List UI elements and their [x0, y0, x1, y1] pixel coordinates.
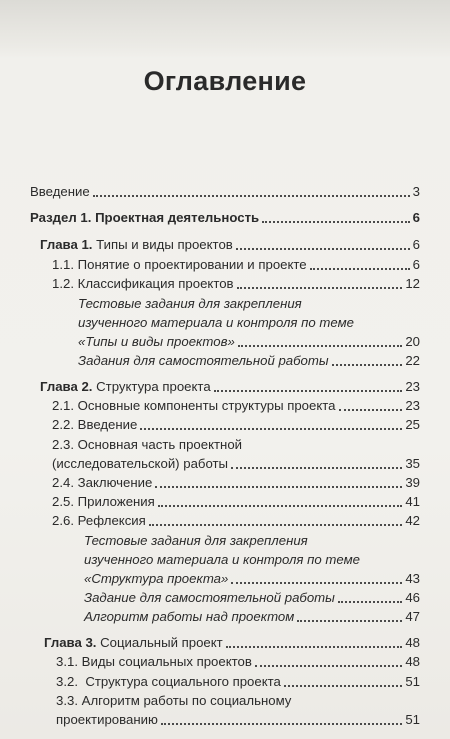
toc-page-number: 3 [412, 184, 420, 199]
toc-entry-label: Тестовые задания для закрепления [84, 533, 308, 548]
toc-entry-self-work-2 [84, 590, 420, 606]
toc-entry-label [40, 379, 211, 395]
chapter-number: Глава 2. [40, 379, 93, 394]
toc-entry-label: 2.6. Рефлексия [52, 513, 146, 528]
dot-leader [155, 486, 402, 488]
toc-page-number: 25 [405, 417, 420, 432]
toc-entry-label: изученного материала и контроля по теме [84, 552, 360, 567]
toc-entry-test-tasks-1-line-2 [78, 315, 420, 331]
toc-page-number: 20 [405, 334, 420, 349]
toc-entry-test-tasks-2-line-2 [84, 552, 420, 568]
toc-entry-label: «Типы и виды проектов» [78, 334, 235, 349]
toc-entry-2-6 [52, 513, 420, 529]
chapter-number: Глава 3. [44, 635, 97, 650]
dot-leader [158, 505, 403, 507]
toc-entry-label: 2.2. Введение [52, 417, 138, 432]
toc-entry-label: 2.5. Приложения [52, 494, 155, 509]
toc-page-number: 6 [412, 257, 420, 272]
toc-page-number: 47 [405, 609, 420, 624]
toc-entry-2-1 [52, 398, 420, 414]
dot-leader [93, 195, 410, 197]
toc-entry-test-tasks-1-line-1 [78, 296, 420, 312]
toc-entry-label [40, 237, 233, 253]
toc-page-number: 39 [405, 475, 420, 490]
toc-page-number: 42 [405, 513, 420, 528]
toc-entry-label: «Структура проекта» [84, 571, 229, 586]
toc-entry-label: изученного материала и контроля по теме [78, 315, 354, 330]
dot-leader [140, 428, 402, 430]
toc-entry-label: (исследовательской) работы [52, 456, 229, 471]
page-title: Оглавление [143, 66, 307, 96]
toc-entry-label: Задания для самостоятельной работы [78, 353, 329, 368]
dot-leader [231, 467, 402, 469]
toc-entry-label: Задание для самостоятельной работы [84, 590, 335, 605]
toc-entry-label: 2.3. Основная часть проектной [52, 437, 243, 452]
chapter-title: Структура проекта [92, 379, 211, 394]
toc-entry-1-1 [52, 257, 420, 273]
toc-entry-label: Раздел 1. Проектная деятельность [30, 210, 260, 225]
dot-leader [332, 364, 403, 366]
toc-page-number: 35 [405, 456, 420, 471]
dot-leader [149, 524, 403, 526]
dot-leader [310, 268, 410, 270]
toc-entry-2-5 [52, 494, 420, 510]
toc-entry-label: 3.3. Алгоритм работы по социальному [56, 693, 292, 708]
toc-entry-test-tasks-1-line-3 [78, 334, 420, 350]
toc-entry-chapter-1 [40, 237, 420, 253]
toc-entry-chapter-2 [40, 379, 420, 395]
chapter-number: Глава 1. [40, 237, 93, 252]
toc-page-number: 46 [405, 590, 420, 605]
toc-entry-label: проектированию [56, 712, 158, 727]
toc-entry-label [44, 635, 223, 651]
toc-entry-section-1 [30, 210, 420, 226]
toc-entry-label: 1.2. Классификация проектов [52, 276, 234, 291]
toc-page-number: 12 [405, 276, 420, 291]
chapter-title: Типы и виды проектов [92, 237, 233, 252]
dot-leader [236, 248, 410, 250]
dot-leader [237, 287, 403, 289]
toc-entry-label: 1.1. Понятие о проектировании и проекте [52, 257, 307, 272]
toc-page-number: 51 [405, 674, 420, 689]
toc-entry-label: 3.1. Виды социальных проектов [56, 654, 252, 669]
toc-entry-2-3-line-1 [52, 437, 420, 453]
toc-page-number: 41 [405, 494, 420, 509]
toc-entry-2-4 [52, 475, 420, 491]
dot-leader [226, 646, 403, 648]
dot-leader [284, 685, 402, 687]
toc-page-number: 6 [412, 210, 420, 225]
toc-entry-label: Алгоритм работы над проектом [84, 609, 295, 624]
toc-page-number: 22 [405, 353, 420, 368]
dot-leader [339, 409, 403, 411]
toc-entry-test-tasks-2-line-1 [84, 533, 420, 549]
dot-leader [161, 723, 402, 725]
toc-entry-label: Введение [30, 184, 90, 199]
toc-entry-3-3-line-2 [56, 712, 420, 728]
dot-leader [238, 345, 403, 347]
toc-entry-introduction [30, 184, 420, 200]
dot-leader [262, 221, 410, 223]
toc-entry-2-3-line-2 [52, 456, 420, 472]
toc-entry-self-work-1 [78, 353, 420, 369]
toc-entry-label: 2.1. Основные компоненты структуры проекта [52, 398, 336, 413]
toc-entry-chapter-3 [44, 635, 420, 651]
chapter-title: Социальный проект [96, 635, 223, 650]
dot-leader [338, 601, 402, 603]
toc-page-number: 23 [405, 379, 420, 394]
toc-entry-2-2 [52, 417, 420, 433]
dot-leader [297, 620, 402, 622]
toc-page-number: 51 [405, 712, 420, 727]
toc-entry-label: 3.2. Структура социального проекта [56, 674, 281, 689]
toc-page-number: 6 [412, 237, 420, 252]
toc-entry-label: Тестовые задания для закрепления [78, 296, 302, 311]
toc-entry-project-algorithm [84, 609, 420, 625]
toc-entry-3-3-line-1 [56, 693, 420, 709]
dot-leader [255, 665, 402, 667]
toc-entry-3-2 [56, 674, 420, 690]
toc-entry-label: 2.4. Заключение [52, 475, 153, 490]
toc-page-number: 48 [405, 635, 420, 650]
toc-page-number: 43 [405, 571, 420, 586]
toc-entry-test-tasks-2-line-3 [84, 571, 420, 587]
toc-page-number: 48 [405, 654, 420, 669]
dot-leader [214, 390, 403, 392]
toc-page-number: 23 [405, 398, 420, 413]
toc-entry-1-2 [52, 276, 420, 292]
dot-leader [231, 582, 402, 584]
toc-entry-3-1 [56, 654, 420, 670]
